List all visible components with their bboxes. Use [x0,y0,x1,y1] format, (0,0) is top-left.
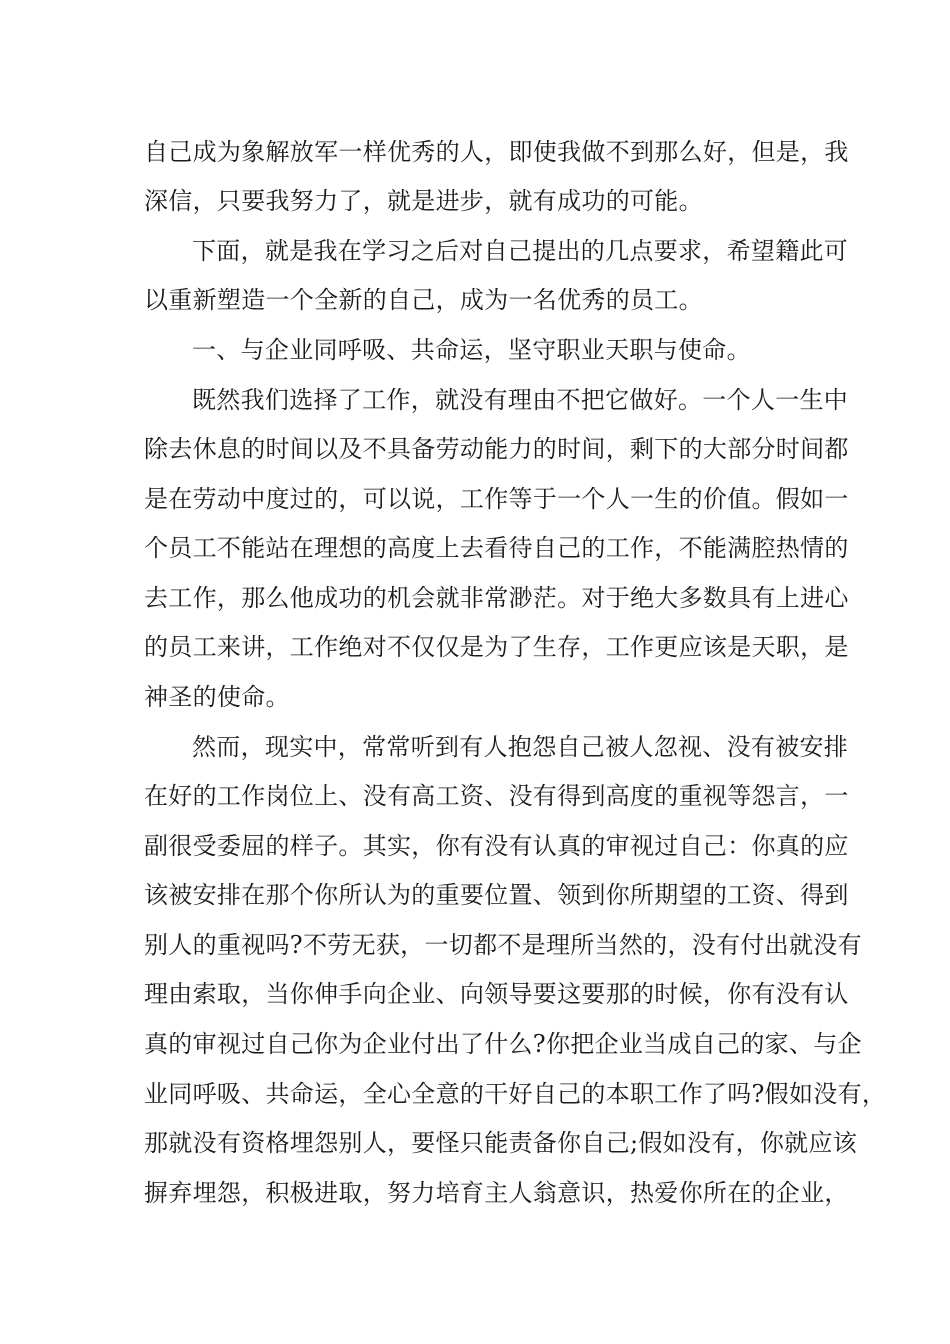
section-heading: 一、与企业同呼吸、共命运，坚守职业天职与使命。 [192,336,751,364]
text-line: 个员工不能站在理想的高度上去看待自己的工作，不能满腔热情的 [144,534,849,562]
paragraph-first-line: 既然我们选择了工作，就没有理由不把它做好。一个人一生中 [192,386,849,414]
text-line: 自己成为象解放军一样优秀的人，即使我做不到那么好，但是，我 [144,138,849,166]
text-line: 神圣的使命。 [144,683,290,711]
text-line: 该被安排在那个你所认为的重要位置、领到你所期望的工资、得到 [144,881,849,909]
text-line: 真的审视过自己你为企业付出了什么?你把企业当成自己的家、与企 [144,1030,862,1058]
text-line: 在好的工作岗位上、没有高工资、没有得到高度的重视等怨言，一 [144,782,849,810]
text-line: 是在劳动中度过的，可以说，工作等于一个人一生的价值。假如一 [144,485,849,513]
text-line: 业同呼吸、共命运，全心全意的干好自己的本职工作了吗?假如没有， [144,1080,887,1108]
text-line: 那就没有资格埋怨别人，要怪只能责备你自己;假如没有，你就应该 [144,1129,858,1157]
text-line: 以重新塑造一个全新的自己，成为一名优秀的员工。 [144,286,703,314]
text-line: 除去休息的时间以及不具备劳动能力的时间，剩下的大部分时间都 [144,435,849,463]
paragraph-first-line: 下面，就是我在学习之后对自己提出的几点要求，希望籍此可 [192,237,849,265]
text-line: 去工作，那么他成功的机会就非常渺茫。对于绝大多数具有上进心 [144,584,849,612]
text-line: 摒弃埋怨，积极进取，努力培育主人翁意识，热爱你所在的企业， [144,1179,849,1207]
paragraph-first-line: 然而，现实中，常常听到有人抱怨自己被人忽视、没有被安排 [192,733,849,761]
text-line: 理由索取，当你伸手向企业、向领导要这要那的时候，你有没有认 [144,980,849,1008]
text-line: 的员工来讲，工作绝对不仅仅是为了生存，工作更应该是天职，是 [144,633,849,661]
text-line: 副很受委屈的样子。其实，你有没有认真的审视过自己：你真的应 [144,832,849,860]
text-line: 别人的重视吗?不劳无获，一切都不是理所当然的，没有付出就没有 [144,931,862,959]
text-line: 深信，只要我努力了，就是进步，就有成功的可能。 [144,187,703,215]
